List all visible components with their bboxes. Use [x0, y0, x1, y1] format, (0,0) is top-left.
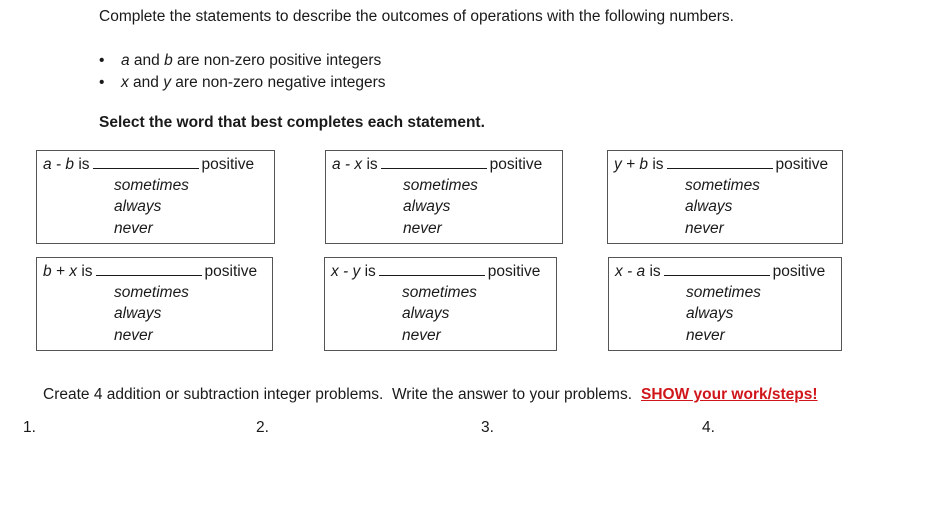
option-never[interactable]: never: [402, 327, 441, 344]
option-never[interactable]: never: [114, 220, 153, 237]
statement: x - y is positive: [331, 263, 541, 280]
option-never[interactable]: never: [403, 220, 442, 237]
problem-number: 4.: [702, 419, 715, 436]
bullet-icon: •: [99, 74, 105, 91]
given-item: • a and b are non-zero positive integers: [99, 50, 386, 72]
statement-box: [36, 150, 275, 244]
answer-blank[interactable]: [664, 261, 770, 276]
statement-box: [36, 257, 273, 351]
select-prompt: Select the word that best completes each statement.: [99, 114, 485, 131]
show-work-emphasis: SHOW your work/steps!: [641, 386, 818, 403]
option-always[interactable]: always: [114, 198, 162, 215]
option-always[interactable]: always: [686, 305, 734, 322]
answer-blank[interactable]: [96, 261, 202, 276]
problem-number: 3.: [481, 419, 494, 436]
answer-blank[interactable]: [381, 154, 487, 169]
statement-box: [608, 257, 842, 351]
problem-number: 1.: [23, 419, 36, 436]
bullet-icon: •: [99, 52, 105, 69]
option-sometimes[interactable]: sometimes: [114, 284, 189, 301]
option-sometimes[interactable]: sometimes: [686, 284, 761, 301]
statement: x - a is positive: [615, 263, 826, 280]
statement: a - x is positive: [332, 156, 543, 173]
statement: b + x is positive: [43, 263, 258, 280]
answer-blank[interactable]: [379, 261, 485, 276]
statement-box: [324, 257, 557, 351]
option-sometimes[interactable]: sometimes: [402, 284, 477, 301]
option-sometimes[interactable]: sometimes: [403, 177, 478, 194]
option-sometimes[interactable]: sometimes: [685, 177, 760, 194]
statement-box: [325, 150, 563, 244]
given-item: • x and y are non-zero negative integers: [99, 72, 386, 94]
option-always[interactable]: always: [114, 305, 162, 322]
given-list: [99, 50, 386, 94]
statement: a - b is positive: [43, 156, 255, 173]
statement-box: [607, 150, 843, 244]
option-always[interactable]: always: [403, 198, 451, 215]
option-always[interactable]: always: [685, 198, 733, 215]
create-problems-text: Create 4 addition or subtraction integer problems. Write the answer to your problems. SHOW your work/steps!: [43, 386, 818, 403]
answer-blank[interactable]: [667, 154, 773, 169]
statement: y + b is positive: [614, 156, 829, 173]
option-never[interactable]: never: [685, 220, 724, 237]
option-never[interactable]: never: [114, 327, 153, 344]
answer-blank[interactable]: [93, 154, 199, 169]
option-always[interactable]: always: [402, 305, 450, 322]
option-never[interactable]: never: [686, 327, 725, 344]
option-sometimes[interactable]: sometimes: [114, 177, 189, 194]
problem-number: 2.: [256, 419, 269, 436]
instructions-text: Complete the statements to describe the outcomes of operations with the following numbers.: [99, 8, 734, 25]
